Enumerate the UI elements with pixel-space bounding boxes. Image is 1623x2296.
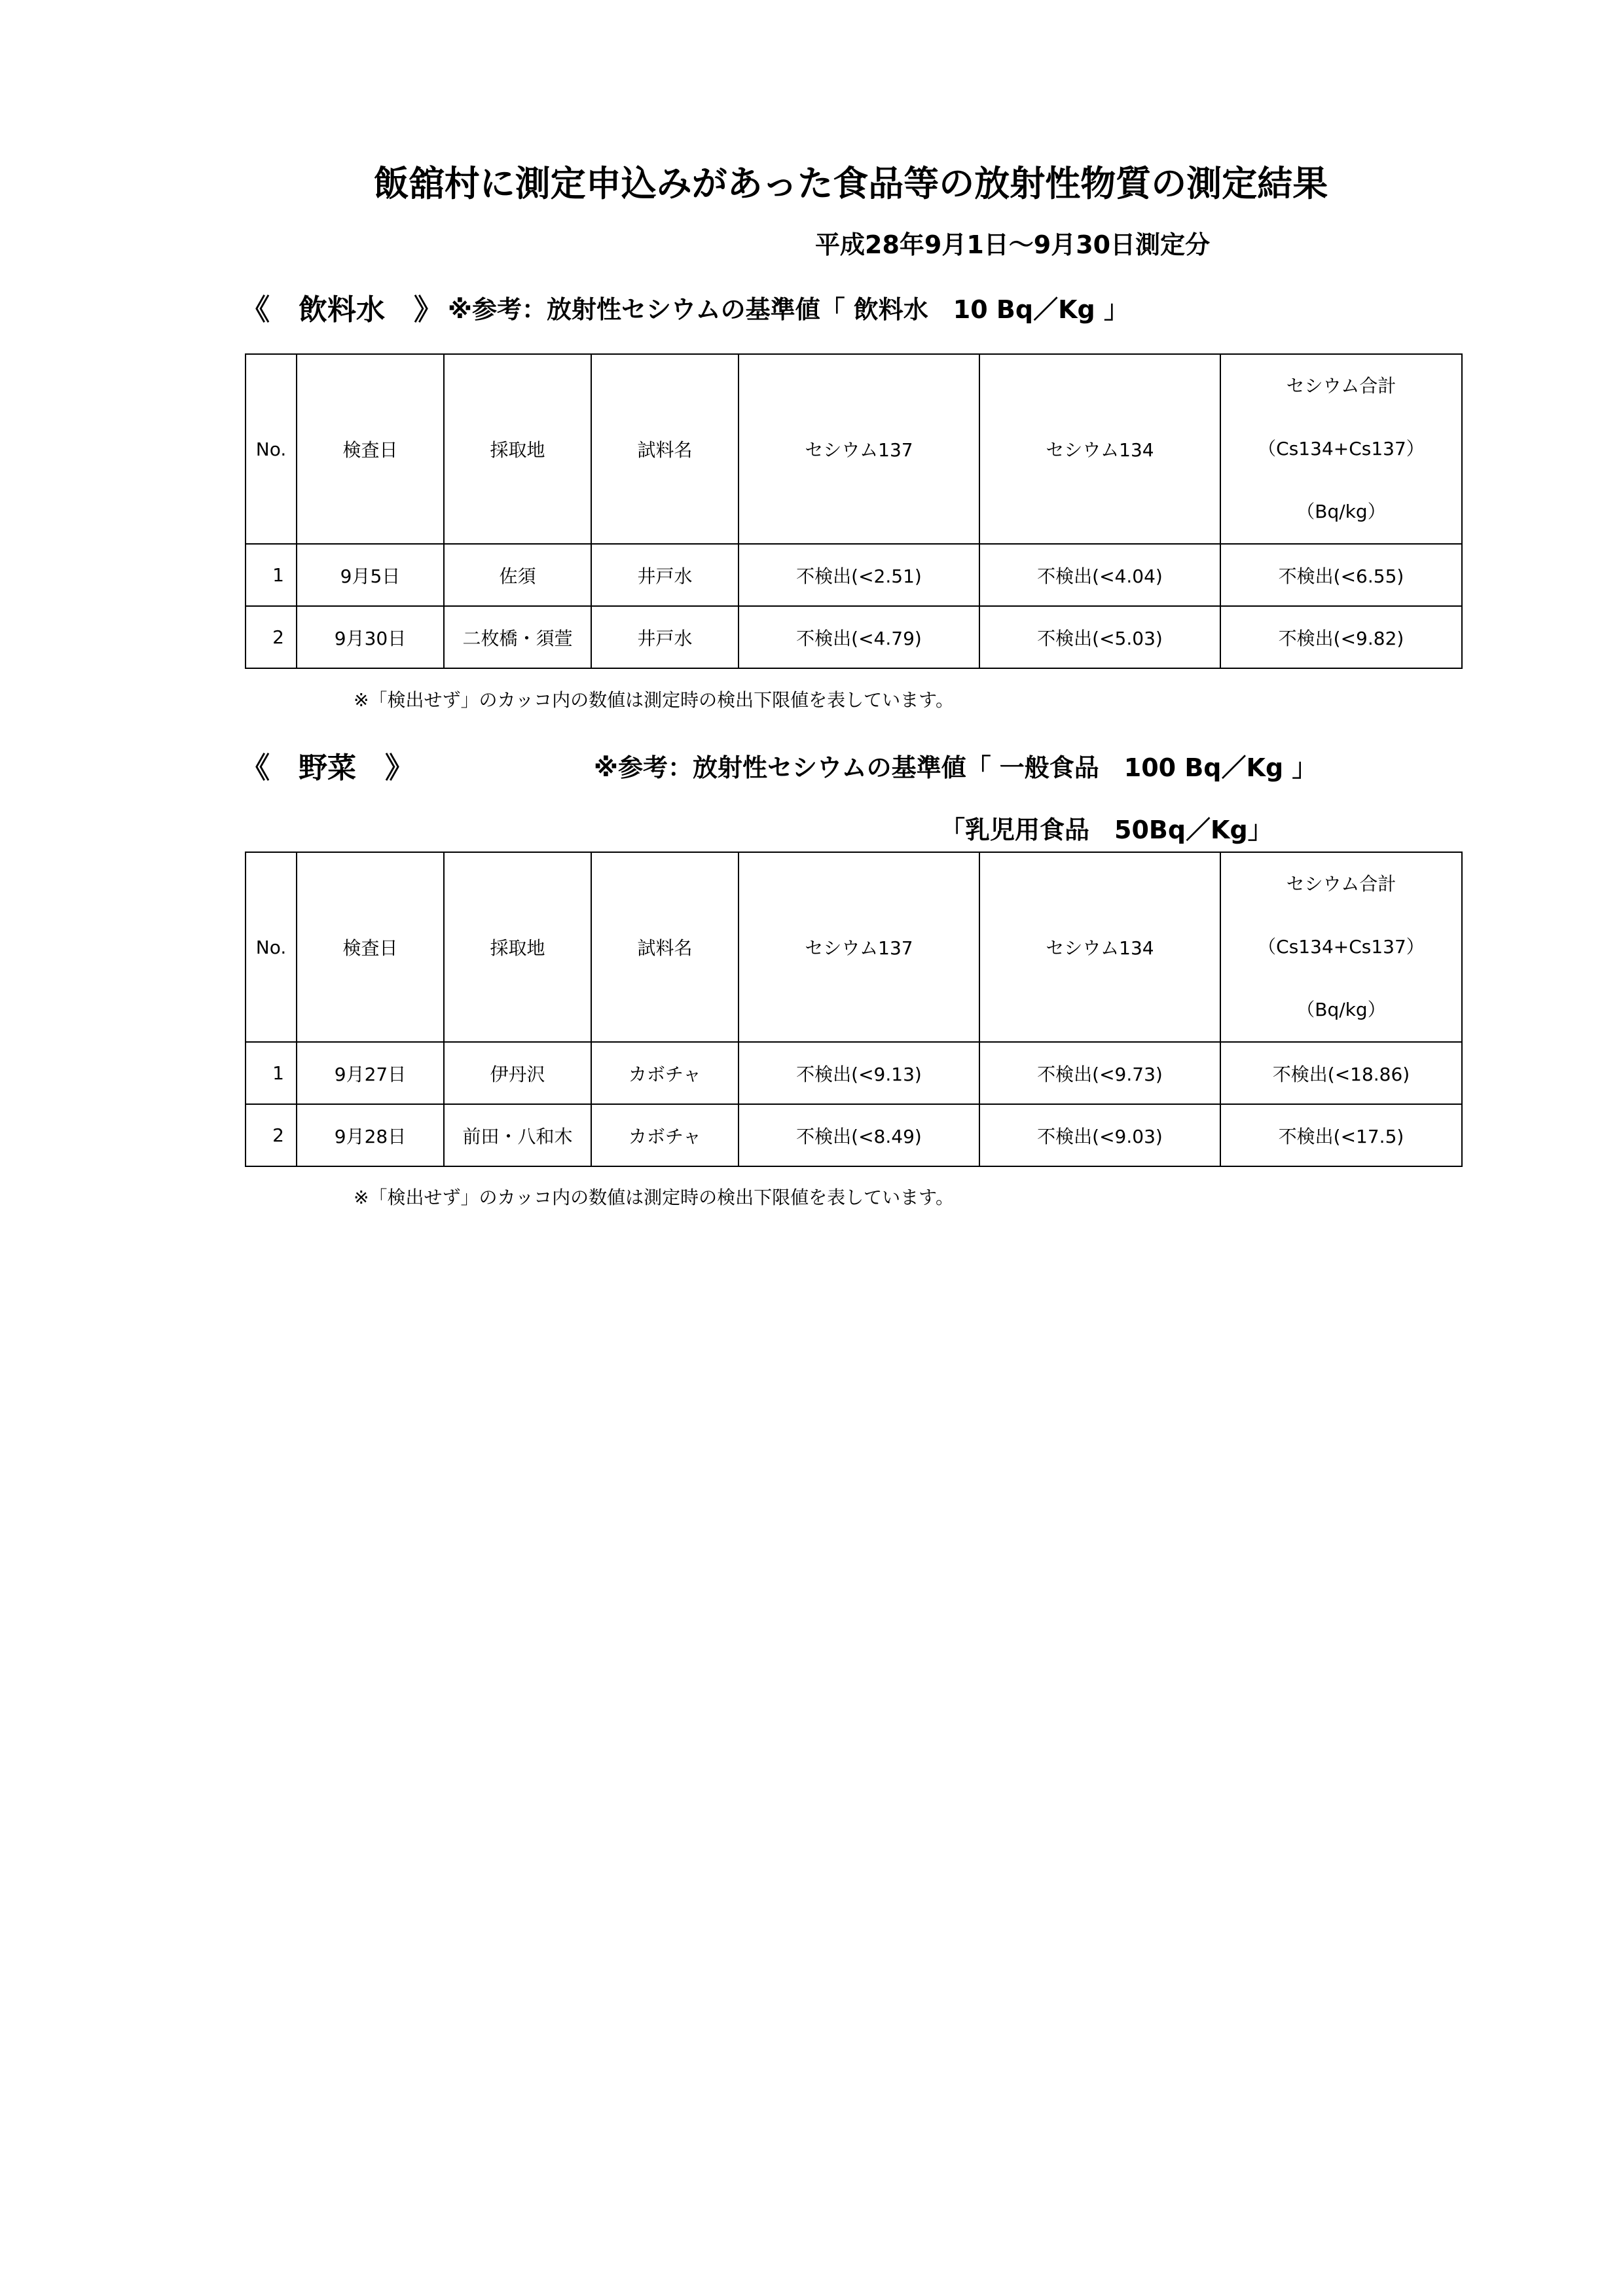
col-header-total	[1220, 852, 1462, 1042]
cell-sample: カボチャ	[591, 1042, 739, 1104]
table-note-drinking-water: ※「検出せず」のカッコ内の数値は測定時の検出下限値を表しています。	[354, 689, 954, 711]
section-reference-infant-food: 「乳児用食品 50Bq／Kg」	[940, 816, 1273, 844]
col-header-date: 検査日	[297, 354, 444, 544]
cell-no: 2	[246, 1104, 297, 1166]
table-header-row	[246, 354, 1462, 544]
cell-place: 前田・八和木	[444, 1104, 591, 1166]
col-header-sample: 試料名	[591, 852, 739, 1042]
measurement-period: 平成28年9月1日～9月30日測定分	[815, 230, 1211, 259]
col-header-cs137: セシウム137	[739, 852, 979, 1042]
section-heading-vegetables: 《 野菜 》	[241, 751, 414, 785]
col-header-date: 検査日	[297, 852, 444, 1042]
col-header-total-line1: セシウム合計	[1286, 873, 1396, 895]
cell-cs137: 不検出(<8.49)	[739, 1104, 979, 1166]
col-header-total-line3: （Bq/kg）	[1296, 501, 1386, 522]
cell-sample: カボチャ	[591, 1104, 739, 1166]
results-table-vegetables	[245, 852, 1463, 1167]
cell-total: 不検出(<17.5)	[1220, 1104, 1462, 1166]
cell-place: 佐須	[444, 544, 591, 606]
table-row	[246, 1104, 1462, 1166]
cell-cs137: 不検出(<2.51)	[739, 544, 979, 606]
cell-date: 9月27日	[297, 1042, 444, 1104]
cell-cs134: 不検出(<9.03)	[979, 1104, 1220, 1166]
col-header-total-line1: セシウム合計	[1286, 375, 1396, 397]
cell-no: 1	[246, 544, 297, 606]
results-table-drinking-water	[245, 353, 1463, 669]
col-header-place: 採取地	[444, 354, 591, 544]
col-header-total-line3: （Bq/kg）	[1296, 999, 1386, 1020]
col-header-no: No.	[246, 852, 297, 1042]
section-heading-drinking-water: 《 飲料水 》	[241, 293, 443, 327]
col-header-sample: 試料名	[591, 354, 739, 544]
cell-total: 不検出(<9.82)	[1220, 606, 1462, 668]
col-header-cs134: セシウム134	[979, 852, 1220, 1042]
col-header-total-line2: （Cs134+Cs137）	[1258, 936, 1425, 958]
table-note-vegetables: ※「検出せず」のカッコ内の数値は測定時の検出下限値を表しています。	[354, 1187, 954, 1208]
cell-total: 不検出(<6.55)	[1220, 544, 1462, 606]
col-header-place: 採取地	[444, 852, 591, 1042]
cell-place: 伊丹沢	[444, 1042, 591, 1104]
cell-date: 9月30日	[297, 606, 444, 668]
cell-cs137: 不検出(<9.13)	[739, 1042, 979, 1104]
cell-cs134: 不検出(<4.04)	[979, 544, 1220, 606]
cell-sample: 井戸水	[591, 544, 739, 606]
cell-date: 9月5日	[297, 544, 444, 606]
section-reference-vegetables: ※参考：放射性セシウムの基準値「 一般食品 100 Bq／Kg 」	[594, 753, 1317, 782]
table-row	[246, 544, 1462, 606]
cell-place: 二枚橋・須萱	[444, 606, 591, 668]
cell-no: 1	[246, 1042, 297, 1104]
col-header-cs134: セシウム134	[979, 354, 1220, 544]
cell-total: 不検出(<18.86)	[1220, 1042, 1462, 1104]
cell-cs134: 不検出(<9.73)	[979, 1042, 1220, 1104]
table-row	[246, 606, 1462, 668]
cell-sample: 井戸水	[591, 606, 739, 668]
table-row	[246, 1042, 1462, 1104]
col-header-total-line2: （Cs134+Cs137）	[1258, 438, 1425, 459]
cell-date: 9月28日	[297, 1104, 444, 1166]
col-header-cs137: セシウム137	[739, 354, 979, 544]
cell-cs137: 不検出(<4.79)	[739, 606, 979, 668]
cell-cs134: 不検出(<5.03)	[979, 606, 1220, 668]
section-reference-drinking-water: ※参考：放射性セシウムの基準値「 飲料水 10 Bq／Kg 」	[448, 295, 1129, 324]
cell-no: 2	[246, 606, 297, 668]
page-title: 飯舘村に測定申込みがあった食品等の放射性物質の測定結果	[373, 163, 1328, 204]
col-header-no: No.	[246, 354, 297, 544]
table-header-row	[246, 852, 1462, 1042]
col-header-total	[1220, 354, 1462, 544]
